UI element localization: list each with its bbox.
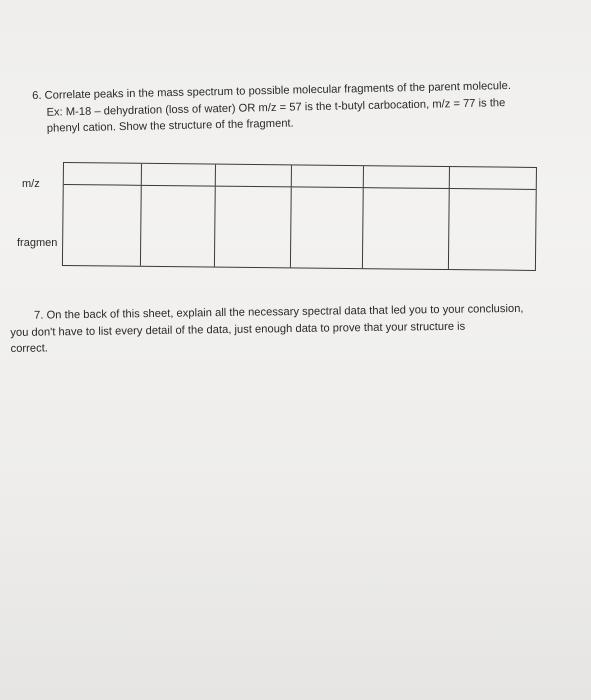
table-cell[interactable]: [292, 165, 364, 188]
table-cell[interactable]: [215, 187, 292, 268]
question-7-line-3: correct.: [10, 342, 48, 355]
table-cell[interactable]: [141, 186, 216, 267]
row-label-mz: m/z: [22, 178, 40, 190]
question-6-line-1: 6. Correlate peaks in the mass spectrum to possible molecular fragments of the parent molecule.: [32, 79, 512, 102]
question-7-line-1: 7. On the back of this sheet, explain all the necessary spectral data that led you to your conclusion,: [34, 302, 524, 322]
question-6-line-3: phenyl cation. Show the structure of the fragment.: [46, 117, 294, 135]
table-cell[interactable]: [450, 167, 536, 190]
table-cell[interactable]: [291, 187, 364, 268]
table-cell[interactable]: [364, 166, 450, 189]
fragment-table: [62, 162, 537, 271]
question-6-line-2: Ex: M-18 – dehydration (loss of water) OR m/z = 57 is the t-butyl carbocation, m/z = 77 is the: [46, 96, 506, 119]
row-label-fragment: fragmen: [17, 237, 58, 249]
table-cell[interactable]: [142, 164, 216, 187]
question-7: [10, 300, 576, 357]
bleed-through-text: [220, 38, 223, 50]
table-cell[interactable]: [449, 189, 536, 270]
table-cell[interactable]: [64, 163, 142, 186]
question-7-line-2: you don't have to list every detail of the data, just enough data to prove that your structure is: [10, 320, 466, 339]
table-cell[interactable]: [363, 188, 450, 269]
question-6: [32, 77, 573, 138]
table-cell[interactable]: [216, 165, 292, 188]
table-cell[interactable]: [63, 185, 142, 266]
